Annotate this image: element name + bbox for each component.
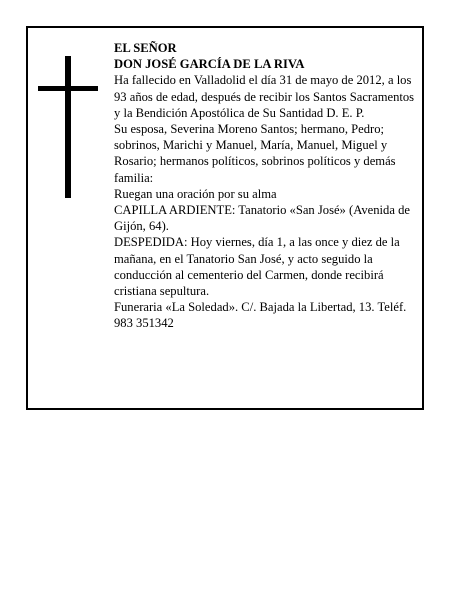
farewell-info: DESPEDIDA: Hoy viernes, día 1, a las once y diez de la mañana, en el Tanatorio San José, y acto seguido la conducción al cementerio del Carmen, donde recibirá cristiana sepultura.: [114, 235, 400, 299]
death-announcement: Ha fallecido en Valladolid el día 31 de mayo de 2012, a los 93 años de edad, después de recibir los Santos Sacramentos y la Bendición Apostólica de Su Santidad D. E. P.: [114, 73, 415, 120]
cross-icon: [38, 56, 98, 198]
obituary-notice: [26, 26, 424, 410]
prayer-request: Ruegan una oración por su alma: [114, 186, 277, 201]
chapel-info: CAPILLA ARDIENTE: Tanatorio «San José» (Avenida de Gijón, 64).: [114, 203, 410, 234]
heading-title: EL SEÑOR: [114, 41, 177, 55]
funeral-home-info: Funeraria «La Soledad». C/. Bajada la Libertad, 13. Teléf. 983 351342: [114, 300, 407, 331]
cross-horizontal-bar: [38, 86, 98, 91]
family-list: Su esposa, Severina Moreno Santos; hermano, Pedro; sobrinos, Marichi y Manuel, María, Manuel, Miguel y Rosario; hermanos políticos, sobrinos políticos y demás familia:: [114, 122, 396, 185]
notice-text: [114, 40, 422, 332]
deceased-name: DON JOSÉ GARCÍA DE LA RIVA: [114, 57, 305, 72]
cross-vertical-bar: [65, 56, 71, 198]
